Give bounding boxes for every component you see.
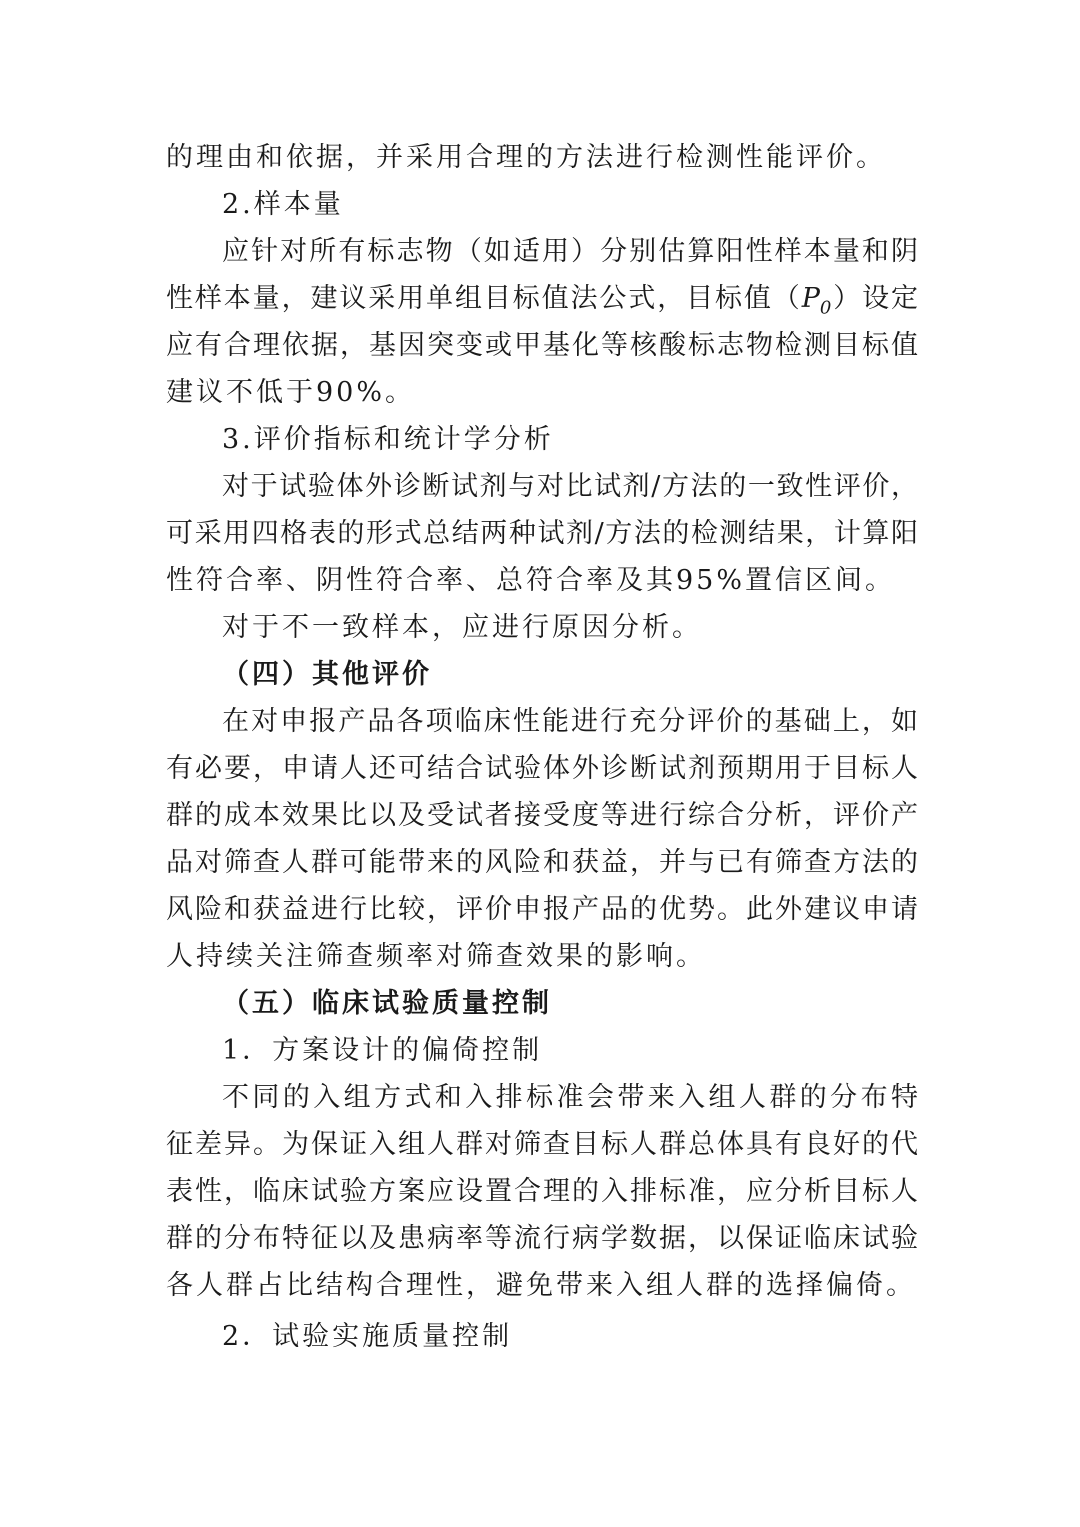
paragraph-line: 对于试验体外诊断试剂与对比试剂/方法的一致性评价， bbox=[222, 471, 918, 502]
variable-p: P bbox=[801, 283, 820, 314]
section-heading-sample-size: 2.样本量 bbox=[222, 189, 344, 220]
paragraph-line: 群的成本效果比以及受试者接受度等进行综合分析，评价产 bbox=[166, 800, 918, 831]
paragraph-line: 品对筛查人群可能带来的风险和获益，并与已有筛查方法的 bbox=[166, 847, 918, 878]
paragraph-line: 各人群占比结构合理性，避免带来入组人群的选择偏倚。 bbox=[166, 1270, 916, 1301]
line-text: 性样本量，建议采用单组目标值法公式，目标值（ bbox=[166, 283, 802, 314]
paragraph-line: 的理由和依据，并采用合理的方法进行检测性能评价。 bbox=[166, 142, 886, 173]
paragraph-line: 应针对所有标志物（如适用）分别估算阳性样本量和阴 bbox=[222, 236, 918, 267]
section-heading-other-evaluation: （四）其他评价 bbox=[222, 659, 432, 690]
paragraph-line: 表性，临床试验方案应设置合理的入排标准，应分析目标人 bbox=[166, 1176, 918, 1207]
paragraph-line: 对于不一致样本，应进行原因分析。 bbox=[222, 612, 702, 643]
variable-subscript: 0 bbox=[819, 297, 832, 319]
section-heading-quality-control: （五）临床试验质量控制 bbox=[222, 988, 552, 1019]
section-heading-bias-control: 1．方案设计的偏倚控制 bbox=[222, 1035, 543, 1066]
paragraph-line: 应有合理依据，基因突变或甲基化等核酸标志物检测目标值 bbox=[166, 330, 918, 361]
section-heading-implementation-control: 2．试验实施质量控制 bbox=[222, 1321, 513, 1352]
paragraph-line: 有必要，申请人还可结合试验体外诊断试剂预期用于目标人 bbox=[166, 753, 918, 784]
paragraph-line-formula bbox=[166, 276, 918, 322]
paragraph-line: 在对申报产品各项临床性能进行充分评价的基础上，如 bbox=[222, 706, 918, 737]
line-text: ）设定 bbox=[831, 283, 919, 314]
paragraph-line: 风险和获益进行比较，评价申报产品的优势。此外建议申请 bbox=[166, 894, 918, 925]
section-heading-statistics: 3.评价指标和统计学分析 bbox=[222, 424, 554, 455]
paragraph-line: 可采用四格表的形式总结两种试剂/方法的检测结果，计算阳 bbox=[166, 518, 918, 549]
paragraph-line: 不同的入组方式和入排标准会带来入组人群的分布特 bbox=[222, 1082, 918, 1113]
paragraph-line: 建议不低于90%。 bbox=[166, 377, 416, 408]
paragraph-line: 群的分布特征以及患病率等流行病学数据，以保证临床试验 bbox=[166, 1223, 918, 1254]
paragraph-line: 征差异。为保证入组人群对筛查目标人群总体具有良好的代 bbox=[166, 1129, 918, 1160]
paragraph-line: 性符合率、阴性符合率、总符合率及其95%置信区间。 bbox=[166, 565, 896, 596]
paragraph-line: 人持续关注筛查频率对筛查效果的影响。 bbox=[166, 941, 706, 972]
